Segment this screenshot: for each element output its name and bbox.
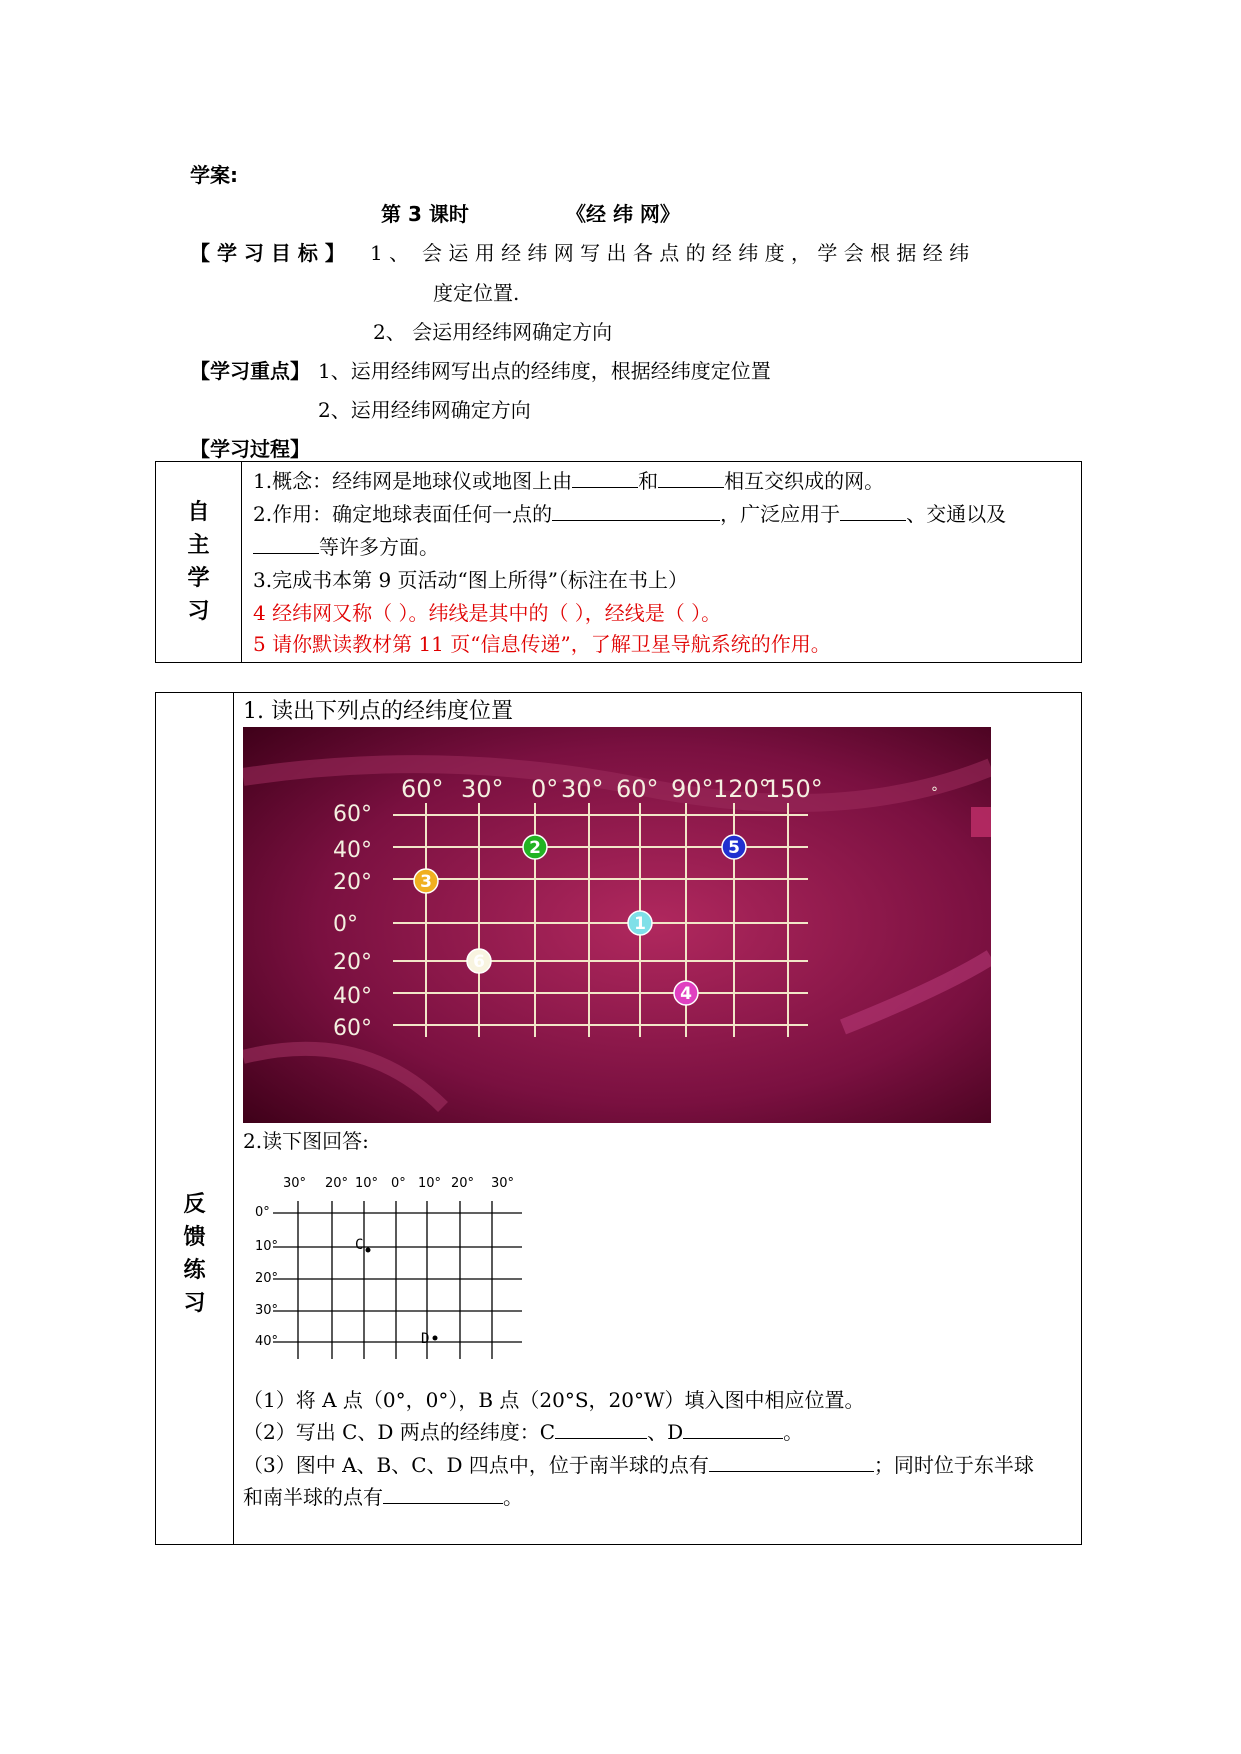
- goal-2-text: 2、 会运用经纬网确定方向: [373, 320, 613, 344]
- keypoint-2: 2、运用经纬网确定方向: [318, 398, 531, 422]
- keypoints-label: 【学习重点】: [190, 359, 310, 383]
- longitude-tick-label: 60°: [616, 775, 659, 803]
- lesson-label: 第 3 课时: [381, 202, 469, 226]
- side-char: 自: [187, 500, 210, 525]
- longitude-tick-label: 30°: [283, 1176, 307, 1191]
- blank-field[interactable]: [683, 1420, 783, 1439]
- point-number: 2: [529, 838, 541, 858]
- point-number: 3: [420, 872, 432, 892]
- latitude-tick-label: 60°: [333, 802, 372, 827]
- blank-field[interactable]: [572, 469, 638, 488]
- function-text-2: ，广泛应用于: [720, 502, 841, 526]
- point-d-label: D: [421, 1331, 430, 1347]
- function-line-2: [253, 535, 439, 559]
- sub3-text-3: 和南半球的点有: [243, 1485, 383, 1509]
- keypoint-1: 1、运用经纬网写出点的经纬度，根据经纬度定位置: [318, 359, 771, 383]
- longitude-tick-label: 150°: [765, 775, 823, 803]
- longitude-tick-label: 90°: [671, 775, 714, 803]
- page-title: 《经 纬 网》: [566, 202, 680, 226]
- latitude-tick-label: 0°: [333, 912, 358, 937]
- sub-question-3-cont: [243, 1485, 523, 1509]
- function-end: 等许多方面。: [319, 535, 439, 559]
- side-char: 主: [187, 533, 210, 558]
- longitude-tick-label: 20°: [325, 1176, 349, 1191]
- graticule-map-2: [243, 1169, 543, 1359]
- feedback-table: [155, 692, 1082, 1545]
- latitude-tick-label: 30°: [255, 1303, 279, 1318]
- sub3-end: 。: [503, 1485, 523, 1509]
- latitude-tick-label: 20°: [333, 870, 372, 895]
- activity-line: 3.完成书本第 9 页活动“图上所得”（标注在书上）: [253, 568, 688, 592]
- sub2-text-2: 、D: [647, 1420, 684, 1444]
- process-label: 【学习过程】: [190, 437, 310, 461]
- sub2-text: （2）写出 C、D 两点的经纬度：C: [243, 1420, 556, 1444]
- longitude-tick-label: 0°: [531, 775, 559, 803]
- concept-text: 1.概念：经纬网是地球仪或地图上由: [253, 469, 573, 493]
- concept-line: [253, 469, 884, 493]
- longitude-labels: [283, 1176, 514, 1191]
- side-char: 反: [183, 1191, 206, 1217]
- point-number: 5: [728, 838, 740, 858]
- sub3-text: （3）图中 A、B、C、D 四点中，位于南半球的点有: [243, 1453, 709, 1477]
- longitude-tick-label: 20°: [451, 1176, 475, 1191]
- side-char: 练: [183, 1257, 206, 1283]
- self-study-table: [155, 461, 1082, 663]
- blank-field[interactable]: [552, 502, 720, 521]
- blank-field[interactable]: [253, 535, 319, 554]
- xuean-label: 学案:: [190, 163, 238, 187]
- longitude-tick-label: 30°: [461, 775, 504, 803]
- grid-lines: [273, 1201, 522, 1359]
- concept-and: 和: [638, 469, 659, 493]
- latitude-tick-label: 0°: [255, 1205, 270, 1220]
- sub-question-3: [243, 1453, 1034, 1477]
- point-number: 4: [680, 984, 692, 1004]
- question-2: 2.读下图回答:: [243, 1129, 369, 1153]
- side-char: 馈: [183, 1224, 206, 1250]
- longitude-tick-label: 0°: [391, 1176, 406, 1191]
- goal-1-text: 会 运 用 经 纬 网 写 出 各 点 的 经 纬 度 ， 学 会 根 据 经 纬: [422, 241, 970, 265]
- longitude-tick-label: 30°: [491, 1176, 515, 1191]
- longitude-tick-label: 30°: [561, 775, 604, 803]
- point-number: 1: [634, 914, 646, 934]
- degree-mark: °: [931, 785, 938, 801]
- goals-label: 【 学 习 目 标 】: [190, 241, 345, 265]
- goal-1-cont: 度定位置.: [433, 281, 520, 305]
- latitude-tick-label: 10°: [255, 1239, 279, 1254]
- longitude-tick-label: 120°: [713, 775, 771, 803]
- blank-field[interactable]: [658, 469, 724, 488]
- point-c-dot: [366, 1248, 371, 1253]
- latitude-tick-label: 40°: [255, 1334, 279, 1349]
- sub3-text-2: ；同时位于东半球: [873, 1453, 1034, 1477]
- point-c-label: C: [355, 1237, 364, 1253]
- feedback-side: [156, 693, 234, 1545]
- blank-field[interactable]: [840, 502, 906, 521]
- sub-question-1: （1）将 A 点（0°，0°），B 点（20°S，20°W）填入图中相应位置。: [243, 1388, 865, 1412]
- latitude-tick-label: 20°: [255, 1271, 279, 1286]
- latitude-labels: [255, 1205, 278, 1349]
- side-char: 习: [187, 599, 210, 624]
- longitude-tick-label: 10°: [355, 1176, 379, 1191]
- question-1: 1. 读出下列点的经纬度位置: [243, 699, 513, 724]
- feedback-content: [234, 693, 1082, 1545]
- function-text: 2.作用：确定地球表面任何一点的: [253, 502, 553, 526]
- latitude-tick-label: 20°: [333, 950, 372, 975]
- latitude-tick-label: 40°: [333, 838, 372, 863]
- longitude-tick-label: 60°: [401, 775, 444, 803]
- blank-field[interactable]: [383, 1485, 503, 1504]
- side-char: 学: [187, 566, 210, 591]
- self-study-side: [156, 462, 242, 663]
- blank-field[interactable]: [709, 1453, 874, 1472]
- graticule-map-1: [243, 727, 991, 1123]
- point-d-dot: [433, 1336, 438, 1341]
- self-study-content: [242, 462, 1082, 663]
- function-text-3: 、交通以及: [906, 502, 1007, 526]
- concept-end: 相互交织成的网。: [724, 469, 885, 493]
- side-char: 习: [183, 1290, 206, 1316]
- reading-line: 5 请你默读教材第 11 页“信息传递”，了解卫星导航系统的作用。: [253, 632, 831, 656]
- longitude-tick-label: 10°: [418, 1176, 442, 1191]
- goal-1-num: 1 、: [370, 241, 410, 265]
- point-number: 6: [473, 952, 485, 972]
- latitude-tick-label: 60°: [333, 1016, 372, 1041]
- alias-line: 4 经纬网又称（ ）。纬线是其中的（ ），经线是（ ）。: [253, 601, 722, 625]
- sub-question-2: [243, 1420, 803, 1444]
- latitude-tick-label: 40°: [333, 984, 372, 1009]
- function-line: [253, 502, 1006, 526]
- sub2-end: 。: [783, 1420, 804, 1444]
- decor-block: [971, 807, 991, 837]
- blank-field[interactable]: [555, 1420, 647, 1439]
